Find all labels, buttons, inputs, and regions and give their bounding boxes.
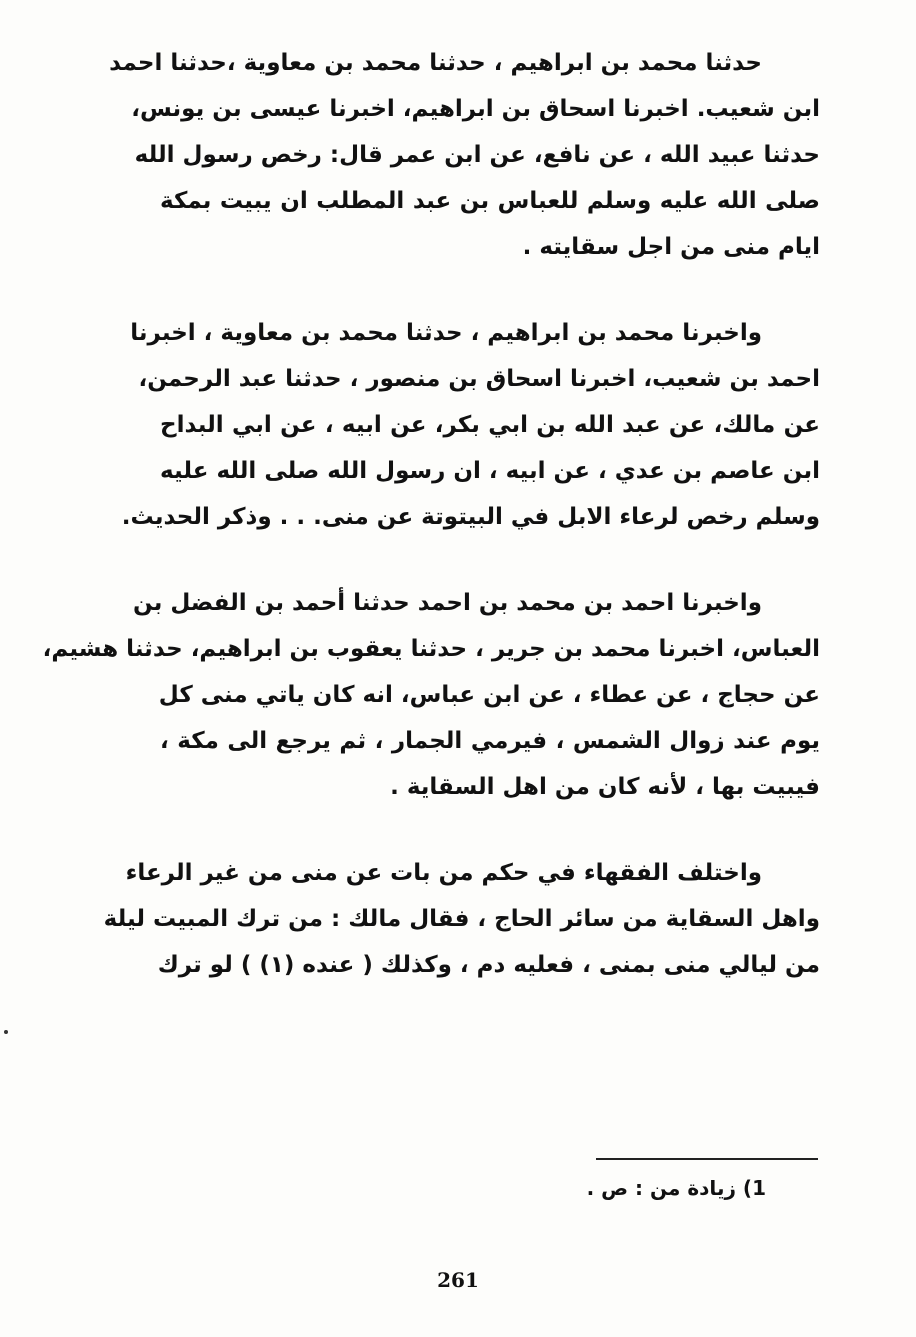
text-line: فيبيت بها ، لأنه كان من اهل السقاية . (390, 774, 820, 800)
text-line: واختلف الفقهاء في حكم من بات عن منى من غير الرعاء (125, 860, 762, 886)
text-line: حدثنا محمد بن ابراهيم ، حدثنا محمد بن معاوية ،حدثنا احمد (109, 50, 762, 76)
text-line: وسلم رخص لرعاء الابل في البيتوتة عن منى. . . وذكر الحديث. (121, 504, 820, 530)
text-line: من ليالي منى بمنى ، فعليه دم ، وكذلك ( عنده (١) ) لو ترك (157, 952, 820, 978)
paragraph-3 (42, 580, 820, 810)
footnote-divider (596, 1158, 818, 1160)
text-line: العباس، اخبرنا محمد بن جرير ، حدثنا يعقوب بن ابراهيم، حدثنا هشيم، (42, 636, 820, 662)
body-text (42, 40, 820, 1028)
text-line: واخبرنا محمد بن ابراهيم ، حدثنا محمد بن معاوية ، اخبرنا (130, 320, 762, 346)
paragraph-1 (109, 40, 820, 270)
text-line: عن حجاج ، عن عطاء ، عن ابن عباس، انه كان ياتي منى كل (158, 682, 820, 708)
page-number: 261 (437, 1268, 479, 1292)
paragraph-2 (121, 310, 820, 540)
text-line: صلى الله عليه وسلم للعباس بن عبد المطلب ان يبيت بمكة (160, 188, 820, 214)
text-line: يوم عند زوال الشمس ، فيرمي الجمار ، ثم يرجع الى مكة ، (160, 728, 820, 754)
text-line: احمد بن شعيب، اخبرنا اسحاق بن منصور ، حدثنا عبد الرحمن، (138, 366, 820, 392)
text-line: ايام منى من اجل سقايته . (522, 234, 820, 260)
text-line: واهل السقاية من سائر الحاج ، فقال مالك : من ترك المبيت ليلة (103, 906, 820, 932)
footnote: 1) زيادة من : ص . (586, 1176, 766, 1200)
text-line: ابن عاصم بن عدي ، عن ابيه ، ان رسول الله صلى الله عليه (160, 458, 820, 484)
paragraph-4 (103, 850, 820, 988)
text-line: عن مالك، عن عبد الله بن ابي بكر، عن ابيه ، عن ابي البداح (160, 412, 820, 438)
margin-speck (4, 1030, 8, 1034)
text-line: واخبرنا احمد بن محمد بن احمد حدثنا أحمد بن الفضل بن (133, 590, 762, 616)
text-line: حدثنا عبيد الله ، عن نافع، عن ابن عمر قال: رخص رسول الله (134, 142, 820, 168)
text-line: ابن شعيب. اخبرنا اسحاق بن ابراهيم، اخبرنا عيسى بن يونس، (131, 96, 820, 122)
